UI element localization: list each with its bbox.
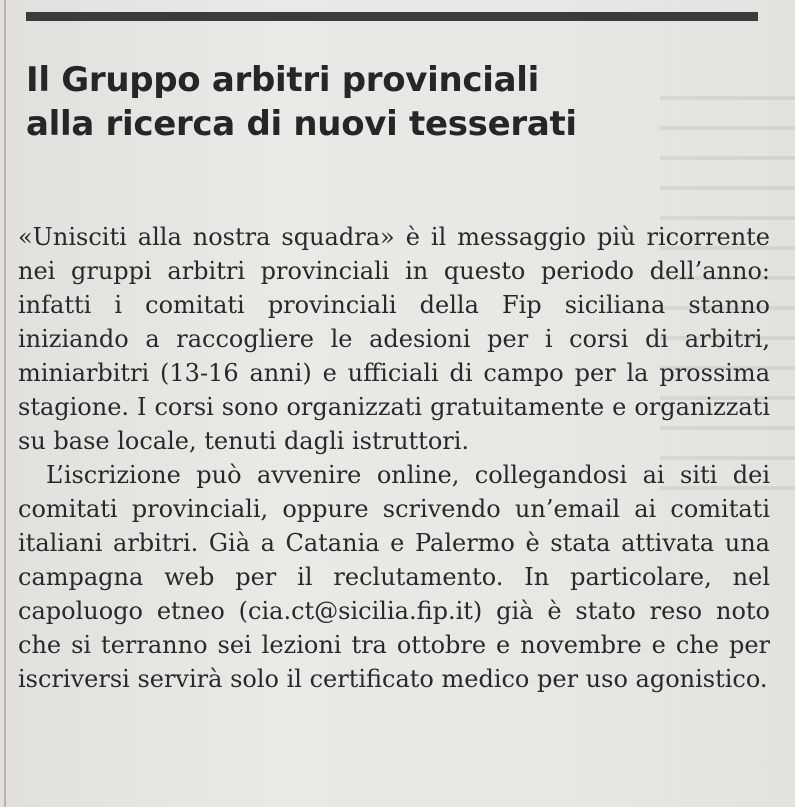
- article-headline: [26, 58, 766, 146]
- article-body: [18, 220, 770, 696]
- headline-line-2: alla ricerca di nuovi tesserati: [26, 104, 577, 144]
- article-paragraph-2: L’iscrizione può avvenire online, collegandosi ai siti dei comitati provinciali, oppure scrivendo un’email ai comitati italiani arbitri. Già a Catania e Palermo è stata attivata una campagna web per il reclutamento. In particolare, nel capoluogo etneo (cia.ct@sicilia.fip.it) già è stato reso noto che si terranno sei lezioni tra ottobre e novembre e che per iscriversi servirà solo il certificato medico per uso agonistico.: [18, 461, 770, 693]
- article-paragraph-1: «Unisciti alla nostra squadra» è il messaggio più ricorrente nei gruppi arbitri provinciali in questo periodo dell’anno: infatti i comitati provinciali della Fip siciliana stanno iniziando a raccogliere le adesioni per i corsi di arbitri, miniarbitri (13-16 anni) e ufficiali di campo per la prossima stagione. I corsi sono organizzati gratuitamente e organizzati su base locale, tenuti dagli istruttori.: [18, 223, 770, 455]
- column-rule: [4, 0, 6, 807]
- section-top-rule: [26, 12, 758, 21]
- headline-line-1: Il Gruppo arbitri provinciali: [26, 60, 539, 100]
